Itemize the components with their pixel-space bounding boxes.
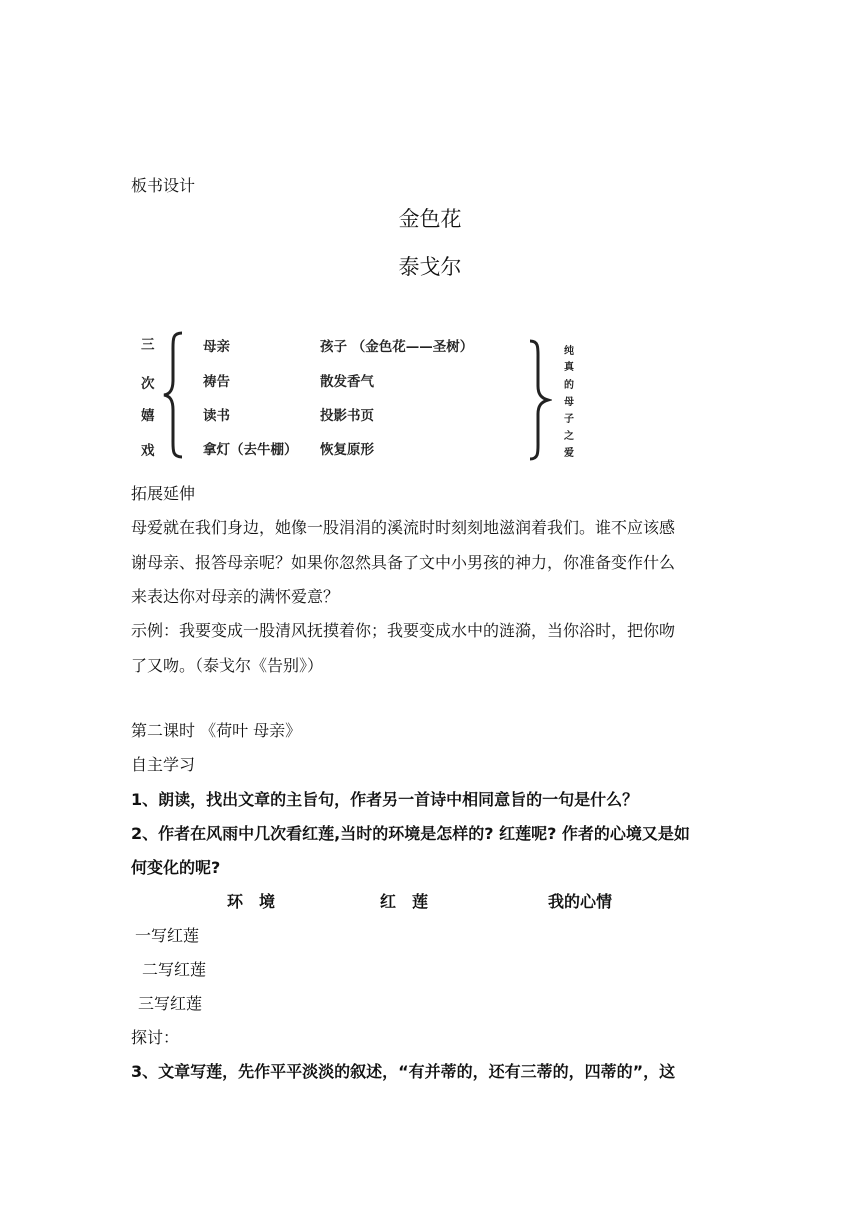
extension-line: 谢母亲、报答母亲呢？如果你忽然具备了文中小男孩的神力，你准备变作什么 — [131, 553, 676, 572]
diagram-row-col1: 拿灯（去牛棚） — [203, 442, 298, 458]
diagram-right-char: 真 — [564, 362, 574, 373]
table-header-environment: 环 境 — [227, 892, 276, 911]
table-header-my-mood: 我的心情 — [548, 892, 613, 911]
diagram-left-char: 次 — [141, 376, 155, 392]
diagram-right-char: 纯 — [564, 346, 574, 357]
table-row-label: 一写红莲 — [135, 926, 200, 945]
diagram-row-col1: 祷告 — [203, 374, 230, 390]
question-2-line1: 2、作者在风雨中几次看红莲,当时的环境是怎样的? 红莲呢? 作者的心境又是如 — [131, 824, 690, 843]
diagram-row-col2: 孩子 （金色花——圣树） — [320, 339, 474, 355]
table-row-label: 三写红莲 — [138, 994, 203, 1013]
question-3: 3、文章写莲，先作平平淡淡的叙述，“有并蒂的，还有三蒂的，四蒂的”，这 — [131, 1062, 676, 1081]
diagram-right-char: 的 — [564, 380, 574, 391]
diagram-right-char: 之 — [564, 431, 574, 442]
poem-title: 金色花 — [398, 207, 462, 231]
diagram-left-char: 三 — [141, 337, 155, 353]
right-brace-icon — [526, 338, 552, 462]
diagram-right-char: 爱 — [564, 448, 574, 459]
diagram-left-char: 嬉 — [141, 408, 155, 424]
diagram-row-col1: 母亲 — [203, 339, 230, 355]
section-heading-board-design: 板书设计 — [131, 176, 196, 195]
extension-line: 母爱就在我们身边，她像一股涓涓的溪流时时刻刻地滋润着我们。谁不应该感 — [131, 518, 676, 537]
extension-line: 来表达你对母亲的满怀爱意？ — [131, 587, 340, 606]
extension-heading: 拓展延伸 — [131, 484, 196, 503]
extension-line: 了又吻。（泰戈尔《告别》） — [131, 656, 324, 675]
self-study-heading: 自主学习 — [131, 755, 196, 774]
extension-line: 示例：我要变成一股清风抚摸着你；我要变成水中的涟漪，当你浴时，把你吻 — [131, 621, 676, 640]
poem-author: 泰戈尔 — [398, 255, 462, 279]
diagram-row-col2: 恢复原形 — [320, 442, 374, 458]
diagram-right-char: 子 — [564, 414, 574, 425]
question-1: 1、朗读，找出文章的主旨句，作者另一首诗中相同意旨的一句是什么？ — [131, 790, 639, 809]
discussion-heading: 探讨： — [131, 1028, 180, 1047]
board-diagram — [0, 0, 860, 470]
diagram-row-col2: 散发香气 — [320, 374, 374, 390]
table-row-label: 二写红莲 — [142, 960, 207, 979]
lesson2-heading: 第二课时 《荷叶 母亲》 — [131, 721, 302, 740]
diagram-row-col2: 投影书页 — [320, 408, 374, 424]
diagram-left-char: 戏 — [141, 443, 155, 459]
diagram-right-char: 母 — [564, 397, 574, 408]
question-2-line2: 何变化的呢? — [131, 858, 221, 877]
table-header-red-lotus: 红 莲 — [380, 892, 429, 911]
diagram-row-col1: 读书 — [203, 408, 230, 424]
left-brace-icon — [160, 330, 188, 460]
